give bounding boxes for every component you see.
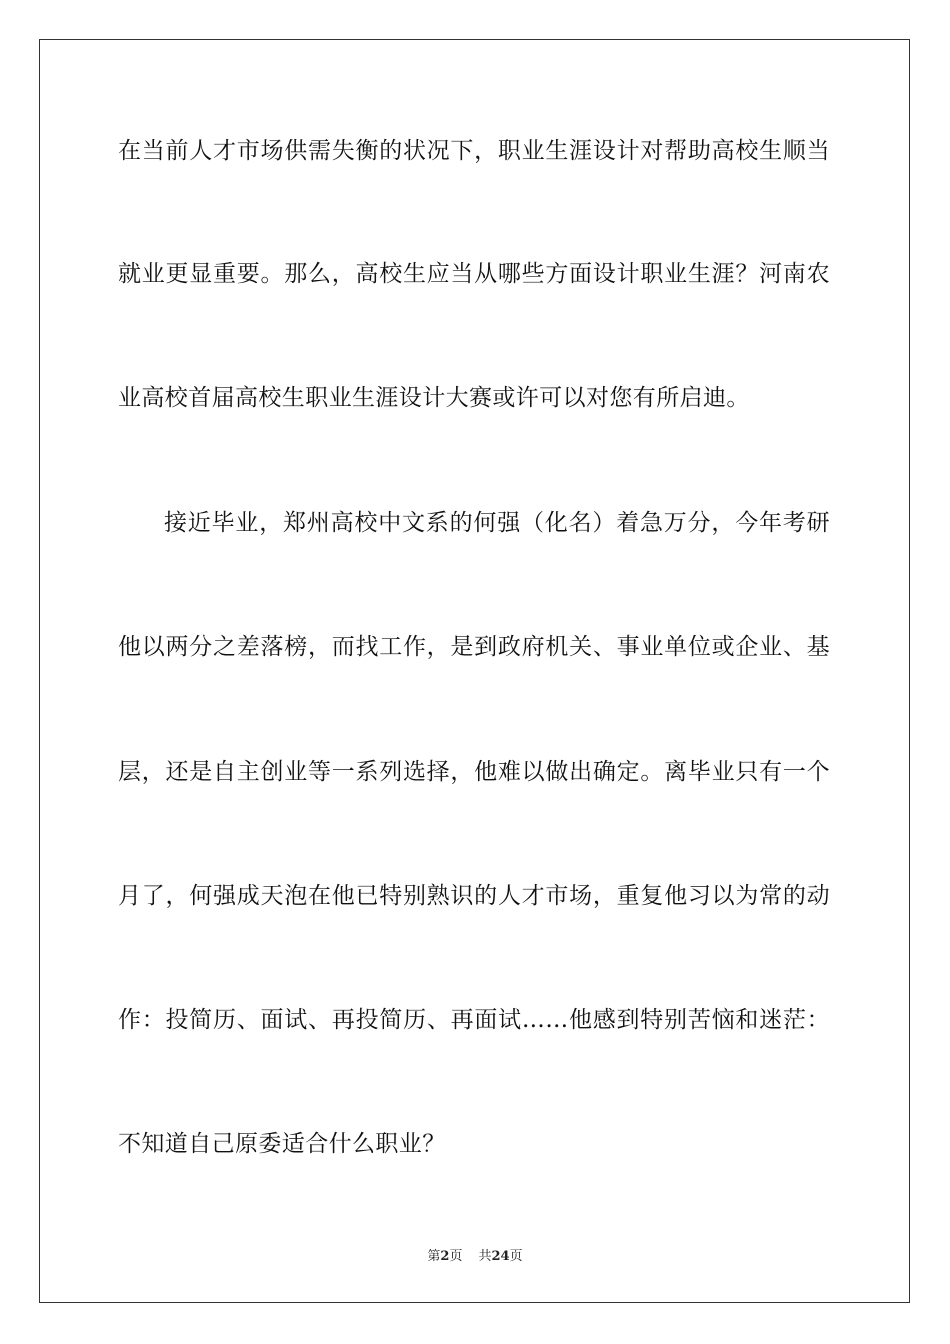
body-line-7: 月了，何强成天泡在他已特别熟识的人才市场，重复他习以为常的动: [118, 883, 830, 909]
total-suffix: 页: [509, 1249, 523, 1264]
body-line-1: 在当前人才市场供需失衡的状况下，职业生涯设计对帮助高校生顺当: [118, 138, 830, 164]
page-border: [39, 39, 910, 1303]
body-line-2: 就业更显重要。那么，高校生应当从哪些方面设计职业生涯？河南农: [118, 261, 830, 287]
total-prefix: 共: [478, 1249, 492, 1264]
page-suffix: 页: [449, 1249, 463, 1264]
body-line-9: 不知道自己原委适合什么职业？: [118, 1131, 446, 1157]
body-line-3: 业高校首届高校生职业生涯设计大赛或许可以对您有所启迪。: [118, 385, 750, 411]
page-number: 2: [440, 1249, 450, 1264]
page-footer: [0, 1248, 950, 1266]
page-prefix: 第: [427, 1249, 441, 1264]
body-line-4: 接近毕业，郑州高校中文系的何强（化名）着急万分，今年考研: [164, 510, 830, 536]
total-pages: 24: [491, 1249, 510, 1264]
body-line-6: 层，还是自主创业等一系列选择，他难以做出确定。离毕业只有一个: [118, 759, 830, 785]
body-line-5: 他以两分之差落榜，而找工作，是到政府机关、事业单位或企业、基: [118, 634, 830, 660]
body-line-8: 作：投简历、面试、再投简历、再面试……他感到特别苦恼和迷茫：: [118, 1007, 830, 1033]
